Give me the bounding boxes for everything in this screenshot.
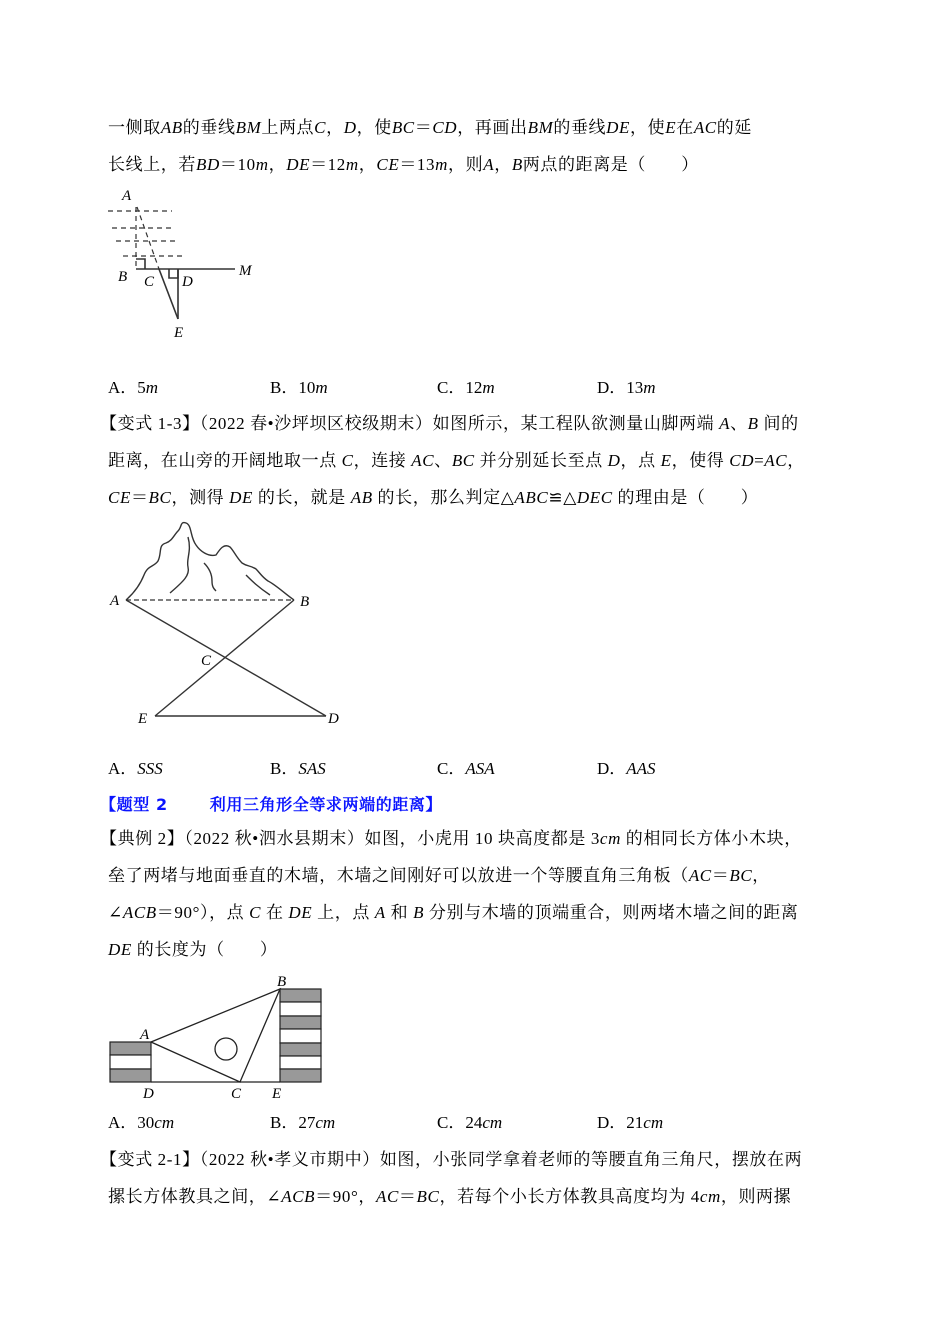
question-tag: 【变式 1-3】 [100, 414, 200, 433]
option-c[interactable]: C．24cm [437, 1113, 503, 1132]
label-b: B [118, 269, 128, 285]
label-m: M [239, 263, 252, 279]
question-text-line: 摞长方体教具之间，∠ACB＝90°，AC＝BC，若每个小长方体教具高度均为 4cm，则两摞 [108, 1187, 792, 1206]
question-source: （2022 春•沙坪坝区校级期末） [199, 414, 433, 433]
question-tag: 【典例 2】 [100, 829, 185, 848]
label-a: A [140, 1027, 150, 1043]
question-text-line: 【变式 2-1】（2022 秋•孝义市期中）如图，小张同学拿着老师的等腰直角三角尺，摆放在两 [100, 1150, 803, 1169]
question-tag: 【变式 2-1】 [100, 1150, 200, 1169]
figure-mountain-crossing [100, 515, 360, 735]
question-source: （2022 秋•孝义市期中） [199, 1150, 380, 1169]
question-text-line: 垒了两堵与地面垂直的木墙，木墙之间刚好可以放进一个等腰直角三角板（AC＝BC， [108, 866, 770, 885]
option-d[interactable]: D．13m [597, 378, 656, 397]
option-d[interactable]: D．AAS [597, 759, 656, 778]
option-a[interactable]: A．30cm [108, 1113, 175, 1132]
label-d: D [328, 711, 339, 727]
question-text-line: 距离，在山旁的开阔地取一点 C，连接 AC、BC 并分别延长至点 D，点 E，使得 CD=AC， [108, 451, 805, 470]
question-text-line: 长线上，若BD＝10m，DE＝12m，CE＝13m，则A，B两点的距离是（ ） [108, 155, 699, 174]
section-heading: 【题型 2 利用三角形全等求两端的距离】 [100, 795, 443, 814]
label-e: E [174, 325, 184, 341]
question-text-line: DE 的长度为（ ） [108, 940, 278, 959]
question-text-line: ∠ACB＝90°），点 C 在 DE 上，点 A 和 B 分别与木墙的顶端重合，则两堵木墙之间的距离 [108, 903, 799, 922]
label-e: E [272, 1086, 282, 1102]
figure-perpendicular-measurement [100, 180, 280, 350]
option-b[interactable]: B．27cm [270, 1113, 336, 1132]
option-b[interactable]: B．10m [270, 378, 328, 397]
label-b: B [300, 594, 310, 610]
option-b[interactable]: B．SAS [270, 759, 326, 778]
label-c: C [231, 1086, 242, 1102]
question-text-line: 【典例 2】（2022 秋•泗水县期末）如图，小虎用 10 块高度都是 3cm 的相同长方体小木块， [100, 829, 802, 848]
question-text-line: 【变式 1-3】（2022 春•沙坪坝区校级期末）如图所示，某工程队欲测量山脚两端 A、B 间的 [100, 414, 799, 433]
label-d: D [182, 274, 193, 290]
option-a[interactable]: A．5m [108, 378, 159, 397]
option-a[interactable]: A．SSS [108, 759, 163, 778]
option-c[interactable]: C．ASA [437, 759, 495, 778]
label-a: A [122, 188, 132, 204]
label-c: C [201, 653, 212, 669]
label-e: E [138, 711, 148, 727]
label-a: A [110, 593, 120, 609]
question-source: （2022 秋•泗水县期末） [184, 829, 365, 848]
option-c[interactable]: C．12m [437, 378, 495, 397]
label-c: C [144, 274, 155, 290]
question-text-line: 一侧取AB的垂线BM上两点C，D，使BC＝CD，再画出BM的垂线DE，使E在AC的延 [108, 118, 752, 137]
option-d[interactable]: D．21cm [597, 1113, 664, 1132]
figure-wooden-walls-triangle [100, 965, 340, 1105]
label-d: D [143, 1086, 154, 1102]
label-b: B [277, 974, 287, 990]
question-text-line: CE＝BC，测得 DE 的长，就是 AB 的长，那么判定△ABC≌△DEC 的理由是（ ） [108, 488, 759, 507]
